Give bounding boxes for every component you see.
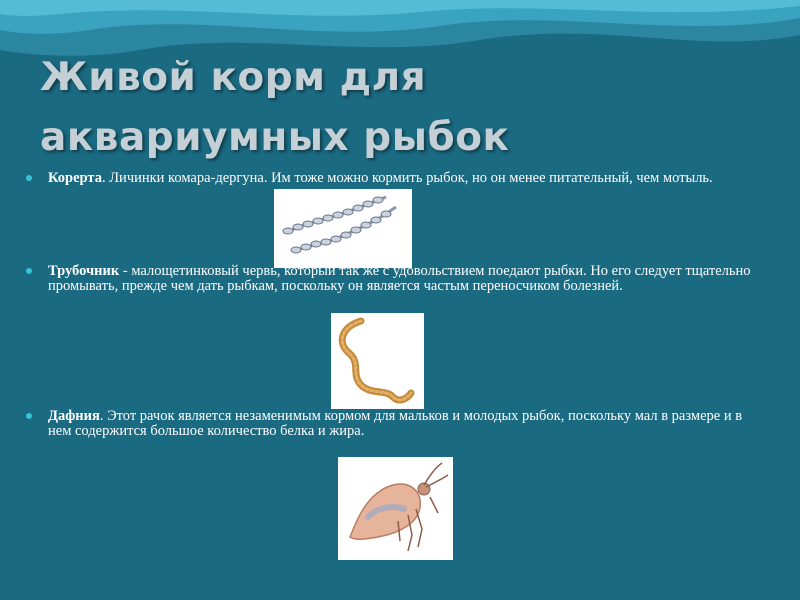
slide-title xyxy=(40,48,760,168)
item-term: Трубочник xyxy=(48,263,120,279)
chain-larva-icon xyxy=(274,189,412,268)
bullet-dot-icon xyxy=(26,413,32,419)
daphnia-picture xyxy=(338,457,453,560)
item-text: . Этот рачок является незаменимым кормом для мальков и молодых рыбок, поскольку мал в размере и в нем содержится большое количество белка и жира. xyxy=(48,408,743,439)
daphnia-icon xyxy=(338,457,453,560)
title-line-1: Живой корм для xyxy=(40,55,427,100)
list-item xyxy=(48,264,753,294)
item-term: Корерта xyxy=(48,170,102,186)
tubifex-worm-picture xyxy=(331,313,424,409)
item-term: Дафния xyxy=(48,408,100,424)
bullet-dot-icon xyxy=(26,268,32,274)
list-item xyxy=(48,171,753,186)
worm-icon xyxy=(331,313,424,409)
item-text: - малощетинковый червь, который так же с удовольствием поедают рыбки. Но его следует тщательно промывать, прежде чем дать рыбкам, поскольку он является частым переносчиком болезней. xyxy=(48,263,751,294)
item-text: . Личинки комара-дергуна. Им тоже можно кормить рыбок, но он менее питательный, чем мотыль. xyxy=(101,170,713,186)
bullet-dot-icon xyxy=(26,175,32,181)
chain-larva-picture xyxy=(274,189,412,268)
list-item xyxy=(48,409,753,439)
title-line-2: аквариумных рыбок xyxy=(40,115,510,160)
